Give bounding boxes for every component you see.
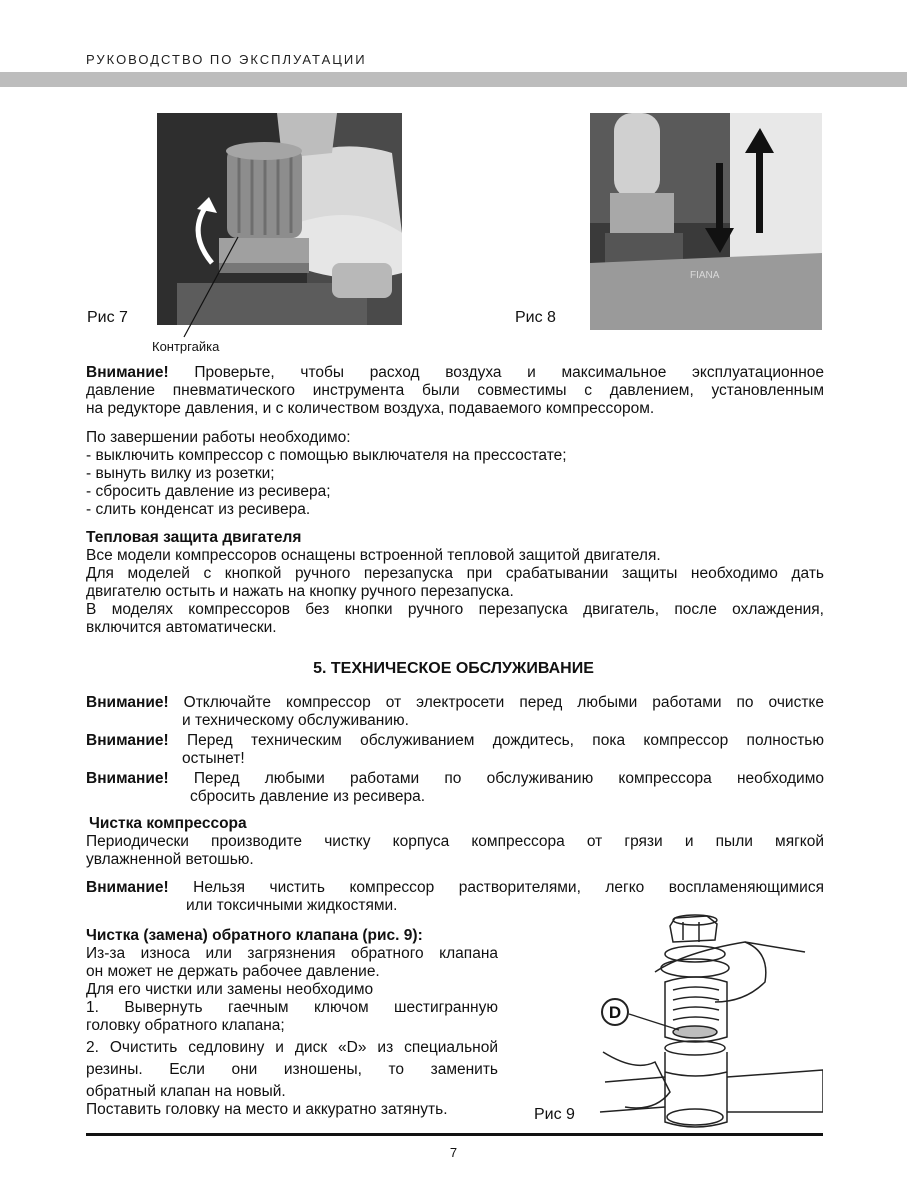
valve-title: Чистка (замена) обратного клапана (рис. 9):: [86, 927, 423, 944]
warning-line: сбросить давление из ресивера.: [190, 788, 426, 805]
header-bar: [0, 72, 907, 87]
contrnut-label: Контргайка: [152, 339, 220, 354]
compressor-cleaning: [86, 815, 824, 869]
list-item: - сбросить давление из ресивера;: [86, 483, 331, 500]
disc-d-marker: D: [608, 1003, 622, 1022]
list-item: - слить конденсат из ресивера.: [86, 501, 311, 518]
list-item: - выключить компрессор с помощью выключателя на прессостате;: [86, 447, 567, 464]
paragraph-line: Периодически производите чистку корпуса компрессора от грязи и пыли мягкой: [86, 833, 824, 850]
paragraph-line: Для его чистки или замены необходимо: [86, 981, 374, 998]
warning-word: Внимание!: [86, 732, 169, 749]
page-number: 7: [449, 1145, 458, 1160]
after-work-list: [86, 429, 824, 519]
warning-word: Внимание!: [86, 364, 169, 381]
paragraph-line: 1. Вывернуть гаечным ключом шестигранную: [86, 999, 498, 1016]
paragraph-line: двигателю остыть и нажать на кнопку ручного перезапуска.: [86, 583, 514, 600]
list-item: - вынуть вилку из розетки;: [86, 465, 275, 482]
paragraph-line: увлажненной ветошью.: [86, 851, 254, 868]
figure-7-caption: Рис 7: [87, 309, 128, 326]
paragraph-line: 2. Очистить седловину и диск «D» из специальной: [86, 1039, 498, 1056]
warning-line: и техническому обслуживанию.: [182, 712, 409, 729]
warning-line: Перед любыми работами по обслуживанию компрессора необходимо: [193, 770, 824, 787]
warning-line: Отключайте компрессор от электросети перед любыми работами по очистке: [183, 694, 825, 711]
paragraph-line: Из-за износа или загрязнения обратного клапана: [86, 945, 498, 962]
valve-cleaning: [86, 927, 498, 1119]
paragraph-line: резины. Если они изношены, то заменить: [86, 1061, 498, 1078]
cleaning-title: Чистка компрессора: [89, 815, 247, 832]
paragraph-line: включится автоматически.: [86, 619, 277, 636]
maintenance-warnings: [86, 694, 824, 806]
figure-9-drawing: [595, 912, 823, 1132]
warning-line: или токсичными жидкостями.: [186, 897, 398, 914]
paragraph-line: обратный клапан на новый.: [86, 1083, 286, 1100]
paragraph-line: он может не держать рабочее давление.: [86, 963, 380, 980]
paragraph-line: Для моделей с кнопкой ручного перезапуска при срабатывании защиты необходимо дать: [86, 565, 824, 582]
warning-line: Перед техническим обслуживанием дождитесь, пока компрессор полностью: [187, 732, 824, 749]
warning-line: давление пневматического инструмента были совместимы с давлением, установленным: [86, 382, 824, 399]
header-title: РУКОВОДСТВО ПО ЭКСПЛУАТАЦИИ: [86, 52, 367, 67]
intro-warning: [86, 364, 824, 418]
after-work-title: По завершении работы необходимо:: [86, 429, 351, 446]
warning-word: Внимание!: [86, 694, 169, 711]
section-title: 5. ТЕХНИЧЕСКОЕ ОБСЛУЖИВАНИЕ: [313, 660, 594, 677]
warning-word: Внимание!: [86, 770, 169, 787]
warning-word: Внимание!: [86, 879, 169, 896]
cleaning-warning: [86, 879, 824, 915]
paragraph-line: Все модели компрессоров оснащены встроенной тепловой защитой двигателя.: [86, 547, 661, 564]
paragraph-line: головку обратного клапана;: [86, 1017, 285, 1034]
warning-line: Нельзя чистить компрессор растворителями, легко воспламеняющимися: [193, 879, 824, 896]
figure-8-caption: Рис 8: [515, 309, 556, 326]
fiana-stamp: FIANA: [690, 270, 720, 281]
footer-line: [86, 1133, 823, 1136]
warning-line: на редукторе давления, и с количеством воздуха, подаваемого компрессором.: [86, 400, 655, 417]
warning-line: остынет!: [182, 750, 245, 767]
contrnut-leader-line: [180, 235, 240, 340]
thermal-protection: [86, 529, 824, 637]
thermal-title: Тепловая защита двигателя: [86, 529, 302, 546]
figure-9-caption: Рис 9: [534, 1106, 575, 1123]
paragraph-line: Поставить головку на место и аккуратно затянуть.: [86, 1101, 448, 1118]
warning-line: Проверьте, чтобы расход воздуха и максимальное эксплуатационное: [194, 364, 824, 381]
paragraph-line: В моделях компрессоров без кнопки ручного перезапуска двигатель, после охлаждения,: [86, 601, 824, 618]
figure-8-photo: [590, 113, 822, 330]
